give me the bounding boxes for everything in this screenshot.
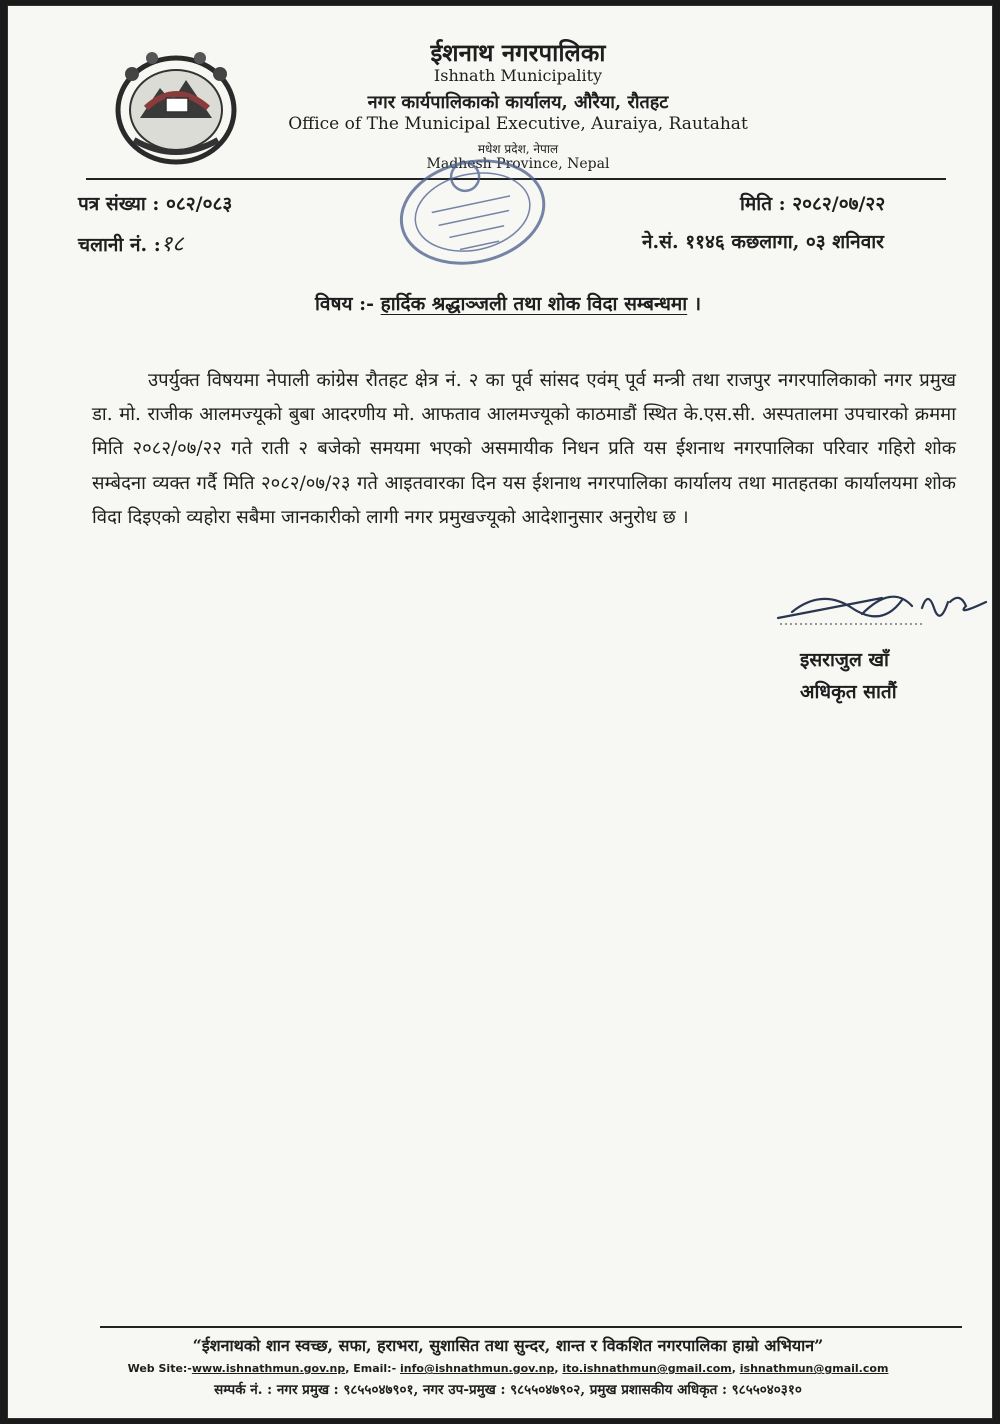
email-link-info[interactable]: info@ishnathmun.gov.np bbox=[400, 1362, 555, 1375]
province-en: Madhesh Province, Nepal bbox=[426, 156, 610, 172]
subject-text: हार्दिक श्रद्धाञ्जली तथा शोक विदा सम्बन्धमा bbox=[380, 293, 688, 315]
email-link-ito[interactable]: ito.ishnathmun@gmail.com bbox=[562, 1362, 732, 1375]
office-name-en: Office of The Municipal Executive, Auraiya, Rautahat bbox=[288, 114, 748, 134]
letter-number: पत्र संख्या : ०८२/०८३ bbox=[78, 193, 233, 215]
signatory-title: अधिकृत सातौं bbox=[800, 681, 897, 703]
footer-divider bbox=[100, 1326, 962, 1328]
office-stamp-icon bbox=[393, 154, 553, 274]
dispatch-number-label: चलानी नं. : bbox=[78, 234, 161, 256]
email-link-main[interactable]: ishnathmun@gmail.com bbox=[739, 1362, 889, 1375]
signatory-name: इसराजुल खाँ bbox=[800, 649, 889, 671]
web-label: Web Site:- bbox=[127, 1362, 192, 1375]
letter-sheet bbox=[8, 6, 992, 1418]
subject-end: । bbox=[693, 293, 702, 315]
province-np: मधेश प्रदेश, नेपाल bbox=[477, 142, 559, 156]
subject-label: विषय :- bbox=[314, 293, 374, 315]
nepal-sambat-date: ने.सं. ११४६ कछलागा, ०३ शनिवार bbox=[642, 231, 884, 253]
municipality-name-en: Ishnath Municipality bbox=[433, 66, 603, 85]
office-name-np: नगर कार्यपालिकाको कार्यालय, औरैया, रौतहट bbox=[367, 92, 669, 113]
municipality-name-np: ईशनाथ नगरपालिका bbox=[430, 38, 606, 67]
letter-date: मिति : २०८२/०७/२२ bbox=[740, 193, 886, 215]
footer-web-email: Web Site:-www.ishnathmun.gov.np, Email:- info@ishnathmun.gov.np, ito.ishnathmun@gmail.com, ishnathmun@gmail.com bbox=[127, 1362, 889, 1375]
nepal-emblem-icon bbox=[112, 44, 240, 168]
website-link[interactable]: www.ishnathmun.gov.np bbox=[191, 1362, 346, 1375]
footer-contacts: सम्पर्क नं. : नगर प्रमुख : ९८५५०४७९०१, नगर उप-प्रमुख : ९८५५०४७९०२, प्रमुख प्रशासकीय अधिकृत : ९८५५०४०३१० bbox=[214, 1382, 802, 1398]
email-label: , Email:- bbox=[345, 1362, 397, 1375]
footer-slogan: “ईशनाथको शान स्वच्छ, सफा, हराभरा, सुशासित तथा सुन्दर, शान्त र विकशित नगरपालिका हाम्रो अभियान” bbox=[192, 1336, 824, 1355]
dispatch-number bbox=[78, 228, 184, 258]
handwritten-signature-icon bbox=[772, 578, 992, 638]
dispatch-number-value: १८ bbox=[160, 232, 184, 257]
letter-subject bbox=[8, 290, 1000, 316]
letter-body: उपर्युक्त विषयमा नेपाली कांग्रेस रौतहट क्षेत्र नं. २ का पूर्व सांसद एवंम् पूर्व मन्त्री तथा राजपुर नगरपालिकाको नगर प्रमुख डा. मो. राजीक आलमज्यूको बुबा आदरणीय मो. आफताव आलमज्यूको काठमाडौं स्थित के.एस.सी. अस्पतालमा उपचारको क्रममा मिति २०८२/०७/२२ गते राती २ बजेको समयमा भएको असमायीक निधन प्रति यस ईशनाथ नगरपालिका परिवार गहिरो शोक सम्बेदना व्यक्त गर्दै मिति २०८२/०७/२३ गते आइतवारका दिन यस ईशनाथ नगरपालिका कार्यालय तथा मातहतका कार्यालयमा शोक विदा दिइएको व्यहोरा सबैमा जानकारीको लागी नगर प्रमुखज्यूको आदेशानुसार अनुरोध छ । bbox=[92, 370, 956, 528]
